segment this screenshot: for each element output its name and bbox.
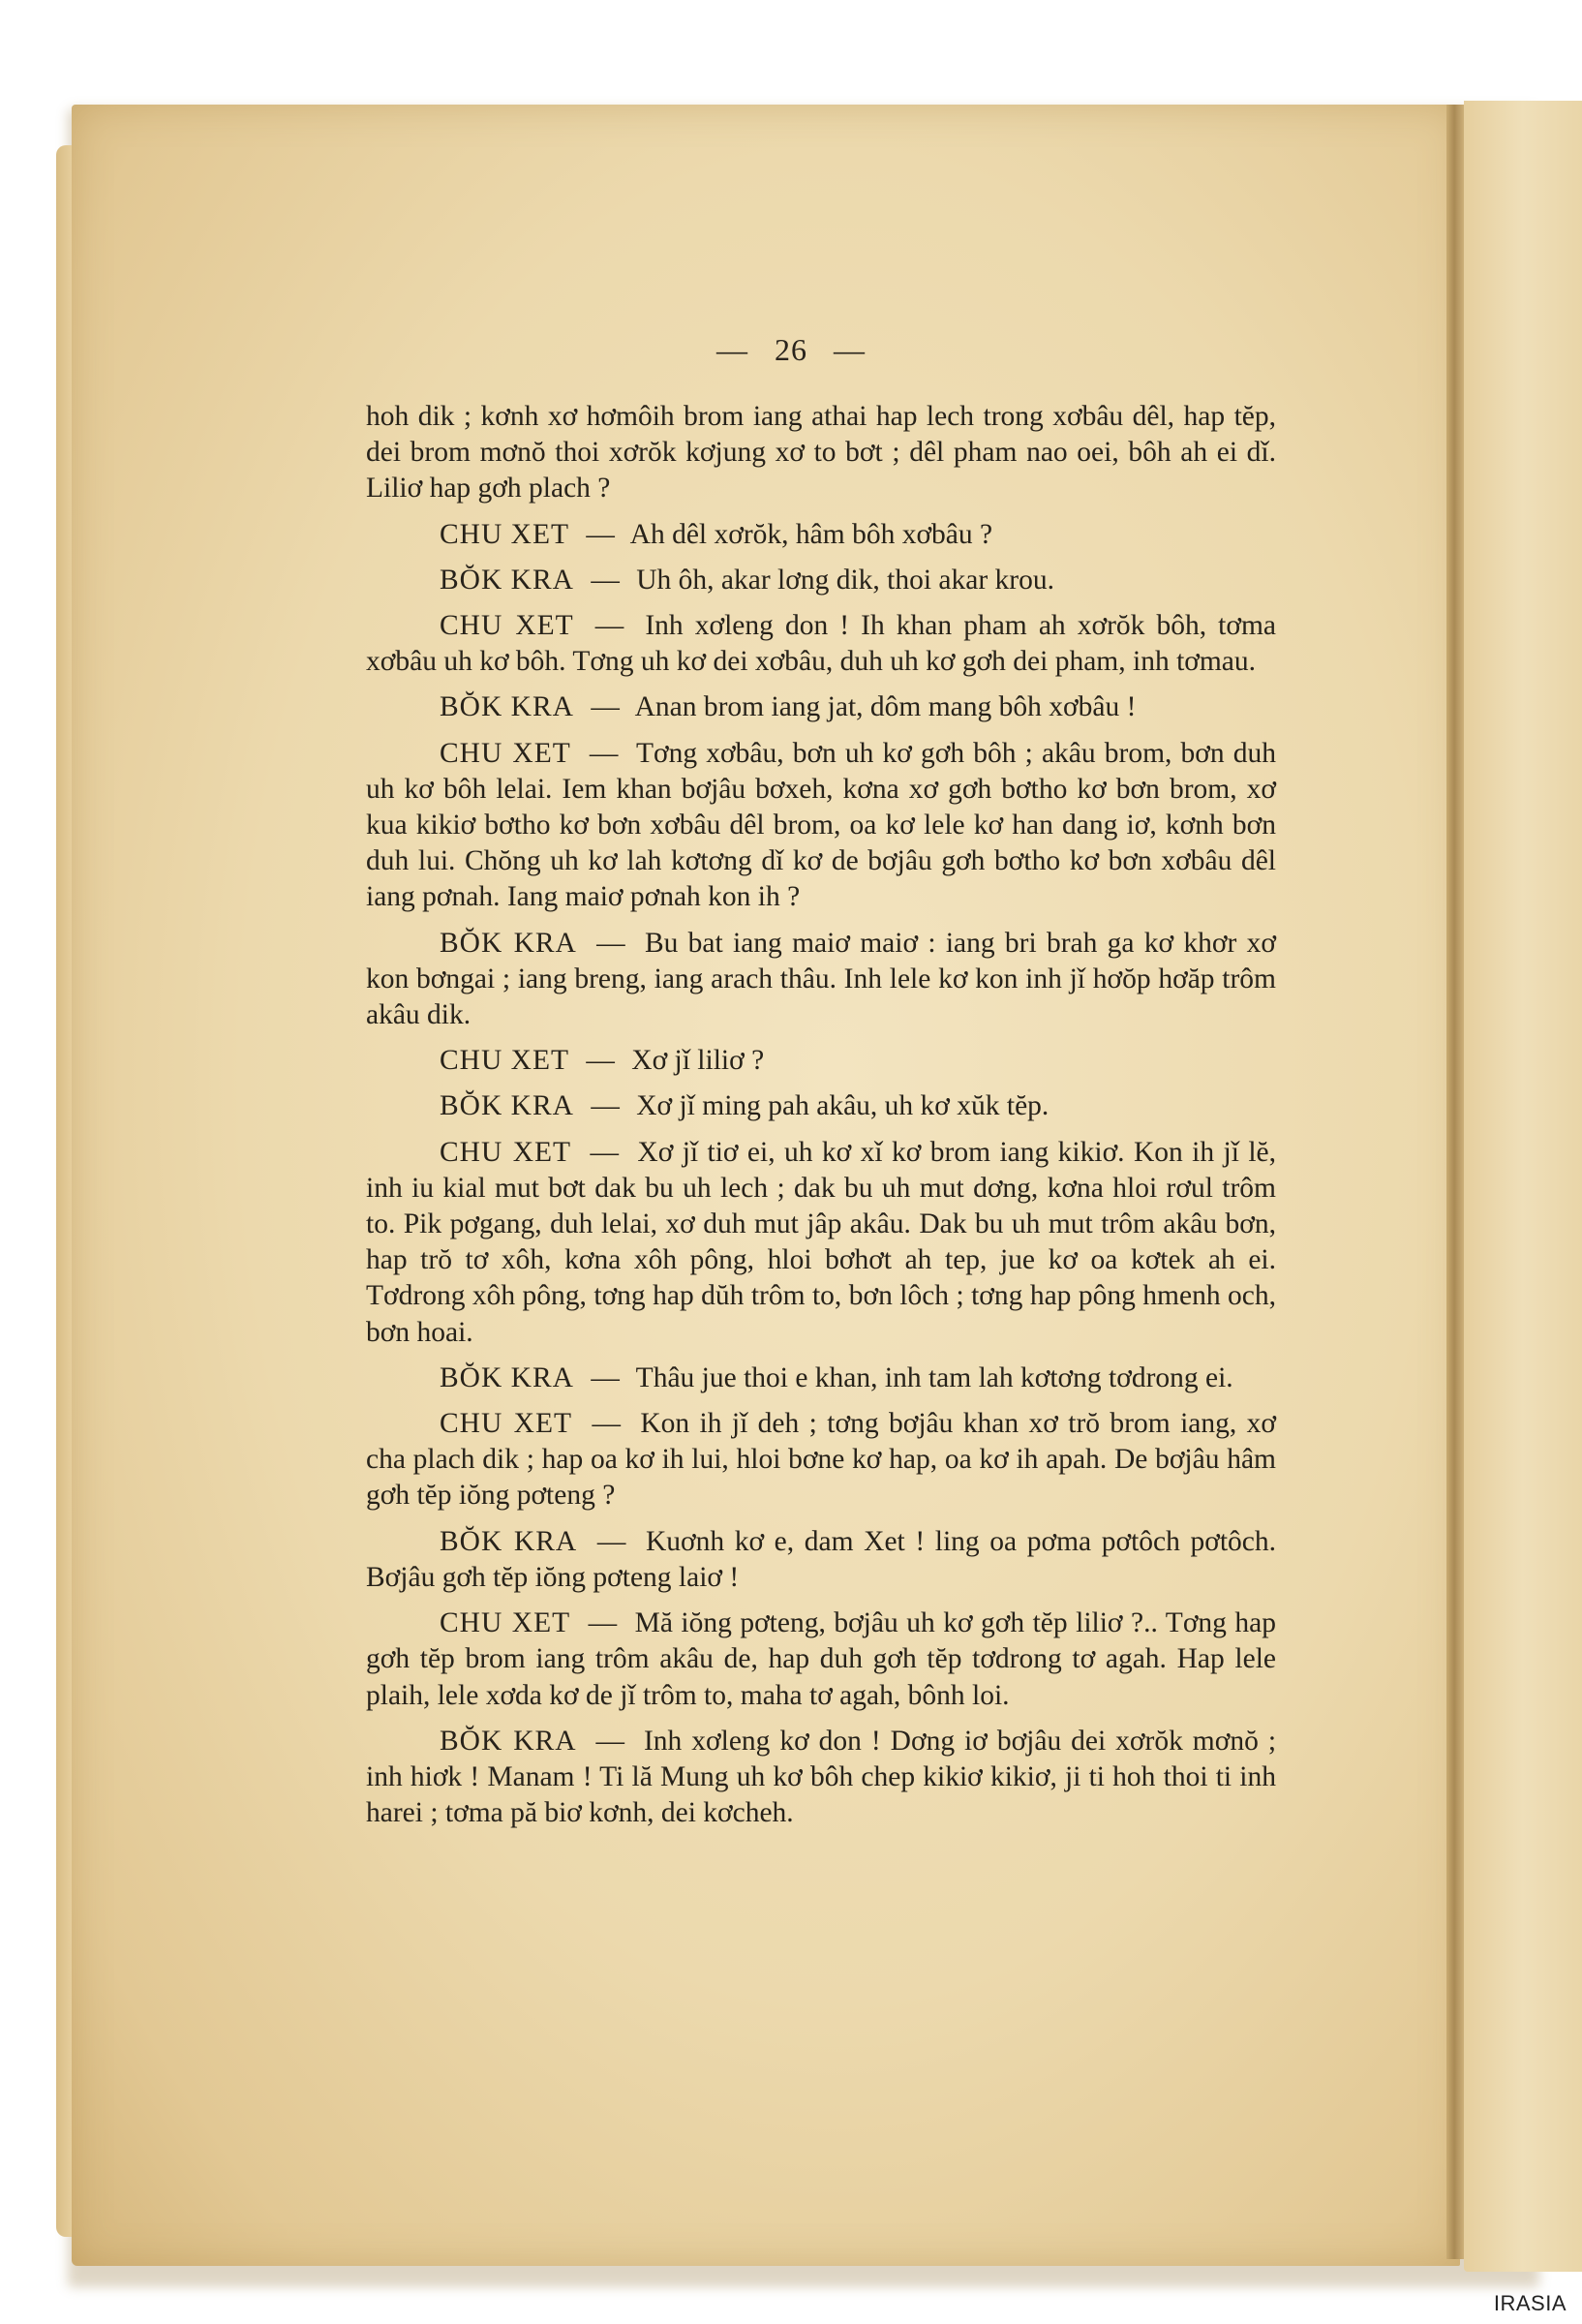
paragraph-text: Bu bat iang maiơ maiơ : iang bri brah ga kơ khơr xơ kon bơngai ; iang breng, iang arach thâu. Inh lele kơ kon inh jǐ hơŏp hơăp trôm akâu dik. <box>366 927 1276 1031</box>
speaker-name: BŎK KRA <box>440 1725 577 1757</box>
speaker-dash: — <box>594 610 624 642</box>
speaker-name: CHU XET <box>440 1408 573 1440</box>
paragraph-text: Kon ih jǐ deh ; tơng bơjâu khan xơ trŏ brom iang, xơ cha plach dik ; hap oa kơ ih lui, hloi bơne kơ hap, oa kơ ih apah. De bơjâu hâm gơh tĕp iŏng pơteng ? <box>366 1408 1276 1512</box>
speaker-name: CHU XET <box>440 1607 571 1639</box>
speaker-name: BŎK KRA <box>440 564 574 596</box>
page-number: 26 <box>775 332 807 367</box>
speaker-name: CHU XET <box>440 610 574 642</box>
paragraph-text: hoh dik ; kơnh xơ hơmôih brom iang athai hap lech trong xơbâu dêl, hap tĕp, dei brom mơnŏ thoi xơrŏk kơjung xơ to bơt ; dêl pham nao oei, bôh ah ei dǐ. Liliơ hap gơh plach ? <box>366 401 1276 505</box>
paragraph <box>366 1724 1276 1832</box>
speaker-dash: — <box>588 1607 618 1639</box>
paragraph-text: Ah dêl xơrŏk, hâm bôh xơbâu ? <box>629 518 993 550</box>
speaker-dash: — <box>586 1045 615 1077</box>
page-number-dash-right: — <box>834 332 866 367</box>
speaker-dash: — <box>590 1136 619 1168</box>
watermark: IRASIA <box>1493 2291 1567 2315</box>
paragraph <box>366 1088 1276 1124</box>
speaker-name: CHU XET <box>440 1045 570 1077</box>
paragraph <box>366 689 1276 725</box>
speaker-name: BŎK KRA <box>440 691 574 723</box>
paragraph-text: Inh xơleng kơ don ! Dơng iơ bơjâu dei xơrŏk mơnŏ ; inh hiơk ! Manam ! Ti lă Mung uh kơ bôh chep kikiơ kikiơ, ji ti hoh thoi ti inh harei ; tơma pă biơ kơnh, dei kơcheh. <box>366 1725 1277 1829</box>
speaker-name: BŎK KRA <box>440 1361 574 1393</box>
paragraph <box>366 926 1276 1034</box>
paragraph <box>366 608 1276 680</box>
paragraph-text: Mă iŏng pơteng, bơjâu uh kơ gơh tĕp liliơ ?.. Tơng hap gơh tĕp brom iang trôm akâu de, hap duh gơh tĕp tơdrong tơ agah. Hap lele plaih, lele xơda kơ de jǐ trôm to, maha tơ agah, bônh loi. <box>366 1607 1276 1711</box>
paragraph-text: Uh ôh, akar lơng dik, thoi akar krou. <box>636 564 1054 596</box>
speaker-dash: — <box>591 1361 620 1393</box>
paragraph <box>366 1406 1276 1514</box>
paragraph-text: Xơ jǐ tiơ ei, uh kơ xǐ kơ brom iang kikiơ. Kon ih jǐ lĕ, inh iu kial mut bơt dak bu uh lech ; dak bu uh mut dơng, kơna hloi rơul trôm to. Pik pơgang, duh lelai, xơ duh mut jâp akâu. Dak bu uh mut trôm akâu bơn, hap trŏ tơ xôh, kơna xôh pông, hloi bơhơt ah tep, jue kơ oa kơtek ah ei. Tơdrong xôh pông, tơng hap dŭh trôm to, bơn lôch ; tơng hap pông hmenh och, bơn hoai. <box>366 1136 1276 1348</box>
paragraph <box>366 517 1276 553</box>
paragraph <box>366 1043 1276 1079</box>
facing-page <box>1464 101 1582 2272</box>
paragraph <box>366 1605 1276 1714</box>
speaker-dash: — <box>596 1525 626 1557</box>
paragraph <box>366 1524 1276 1596</box>
speaker-dash: — <box>591 564 620 596</box>
speaker-dash: — <box>592 1408 621 1440</box>
body-text <box>366 399 1276 1841</box>
paragraph <box>366 563 1276 598</box>
speaker-dash: — <box>595 1725 625 1757</box>
speaker-name: CHU XET <box>440 518 570 550</box>
paragraph-text: Kuơnh kơ e, dam Xet ! ling oa pơma pơtôch pơtôch. Bơjâu gơh tĕp iŏng pơteng laiơ ! <box>366 1525 1277 1593</box>
page-number-line <box>0 332 1582 368</box>
paragraph <box>366 1361 1276 1396</box>
speaker-dash: — <box>591 691 620 723</box>
paragraph <box>366 399 1276 507</box>
speaker-dash: — <box>586 518 615 550</box>
speaker-dash: — <box>591 1090 620 1122</box>
book-gutter <box>1446 105 1464 2259</box>
speaker-dash: — <box>596 927 625 959</box>
page-number-dash-left: — <box>716 332 748 367</box>
paragraph <box>366 1135 1276 1351</box>
paragraph-text: Xơ jǐ liliơ ? <box>631 1045 765 1077</box>
speaker-name: BŎK KRA <box>440 1525 578 1557</box>
speaker-name: BŎK KRA <box>440 1090 574 1122</box>
speaker-name: CHU XET <box>440 737 571 769</box>
paragraph-text: Thâu jue thoi e khan, inh tam lah kơtơng tơdrong ei. <box>635 1361 1233 1393</box>
paragraph-text: Inh xơleng don ! Ih khan pham ah xơrŏk bôh, tơma xơbâu uh kơ bôh. Tơng uh kơ dei xơbâu, duh uh kơ gơh dei pham, inh tơmau. <box>366 610 1277 678</box>
paragraph <box>366 736 1276 916</box>
paragraph-text: Xơ jǐ ming pah akâu, uh kơ xŭk tĕp. <box>636 1090 1050 1122</box>
speaker-name: CHU XET <box>440 1136 572 1168</box>
paragraph-text: Tơng xơbâu, bơn uh kơ gơh bôh ; akâu brom, bơn duh uh kơ bôh lelai. Iem khan bơjâu bơxeh, kơna xơ gơh bơtho kơ bơn brom, xơ kua kikiơ bơtho kơ bơn xơbâu dêl brom, oa kơ lele kơ han dang iơ, kơnh bơn duh lui. Chŏng uh kơ lah kơtơng dǐ kơ de bơjâu gơh bơtho kơ bơn xơbâu dêl iang pơnah. Iang maiơ pơnah kon ih ? <box>366 737 1277 913</box>
paragraph-text: Anan brom iang jat, dôm mang bôh xơbâu ! <box>634 691 1137 723</box>
speaker-name: BŎK KRA <box>440 927 577 959</box>
speaker-dash: — <box>589 737 619 769</box>
